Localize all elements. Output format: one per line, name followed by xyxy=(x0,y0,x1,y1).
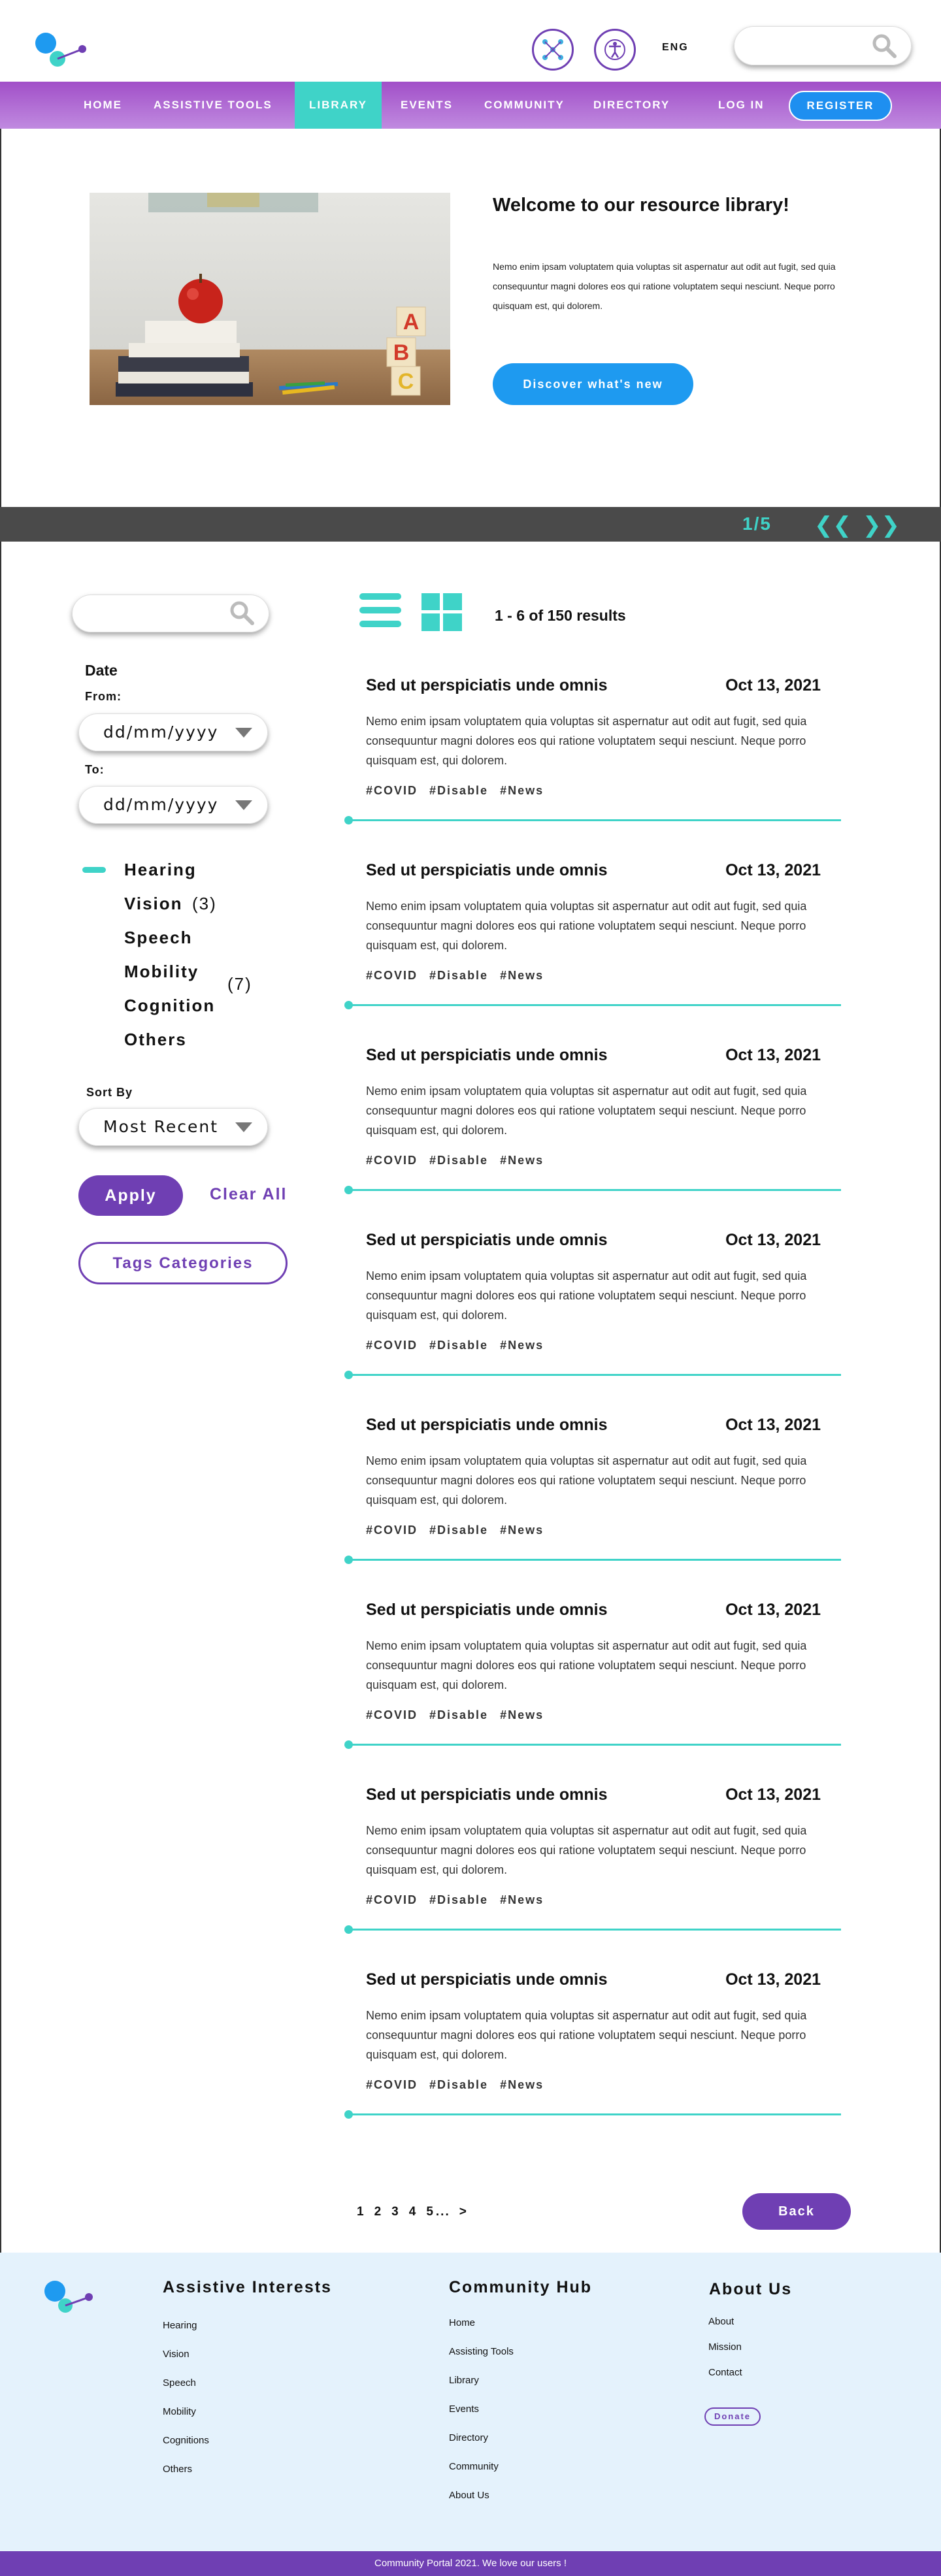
article-excerpt: Nemo enim ipsam voluptatem quia voluptas sit aspernatur aut odit aut fugit, sed quia consequuntur magni dolores eos qui ratione voluptatem sequi nesciunt. Neque porro quisquam est, qui dolorem. xyxy=(366,1084,807,1137)
date-label: Date xyxy=(85,662,118,679)
article-excerpt: Nemo enim ipsam voluptatem quia voluptas sit aspernatur aut odit aut fugit, sed quia consequuntur magni dolores eos qui ratione voluptatem sequi nesciunt. Neque porro quisquam est, qui dolorem. xyxy=(366,1639,807,1691)
next-slide-button[interactable]: ❯❯ xyxy=(863,513,900,538)
back-button[interactable]: Back xyxy=(742,2193,851,2230)
tag-link[interactable]: #News xyxy=(500,1708,544,1721)
nav-home[interactable]: HOME xyxy=(84,99,122,111)
article-title[interactable]: Sed ut perspiciatis unde omnis xyxy=(366,676,608,694)
article-tags xyxy=(366,1339,555,1352)
article-date: Oct 13, 2021 xyxy=(725,1231,821,1249)
footer-link[interactable]: Mobility xyxy=(163,2406,196,2417)
tag-link[interactable]: #Disable xyxy=(429,1154,489,1167)
nav-events[interactable]: EVENTS xyxy=(401,99,454,111)
article-tags xyxy=(366,1708,555,1722)
article-date: Oct 13, 2021 xyxy=(725,1785,821,1804)
divider xyxy=(348,819,841,821)
slide-counter: 1/5 xyxy=(742,514,772,534)
article-tags xyxy=(366,784,555,798)
article-title[interactable]: Sed ut perspiciatis unde omnis xyxy=(366,861,608,879)
article-date: Oct 13, 2021 xyxy=(725,676,821,694)
slider-bar xyxy=(0,507,941,542)
article-tags xyxy=(366,1524,555,1537)
to-date-value: dd/mm/yyyy xyxy=(103,795,219,814)
divider xyxy=(348,1929,841,1931)
main-nav xyxy=(0,82,941,129)
footer-link[interactable]: Home xyxy=(449,2317,476,2328)
hero-text: Nemo enim ipsam voluptatem quia voluptas sit aspernatur aut odit aut fugit, sed quia consequuntur magni dolores eos qui ratione voluptatem sequi nesciunt. Neque porro quisquam est, qui dolorem. xyxy=(493,261,836,311)
tag-link[interactable]: #Disable xyxy=(429,784,489,797)
divider-dot xyxy=(344,1001,353,1009)
from-date-input[interactable] xyxy=(78,713,268,751)
divider-dot xyxy=(344,1740,353,1749)
sort-label: Sort By xyxy=(86,1086,133,1099)
footer-link[interactable]: About Us xyxy=(449,2490,489,2501)
filter-others[interactable]: Others xyxy=(124,1030,187,1049)
filter-search-input[interactable] xyxy=(72,595,269,632)
article-card[interactable] xyxy=(346,1416,843,1601)
footer-heading-about: About Us xyxy=(709,2280,793,2298)
article-excerpt: Nemo enim ipsam voluptatem quia voluptas sit aspernatur aut odit aut fugit, sed quia consequuntur magni dolores eos qui ratione voluptatem sequi nesciunt. Neque porro quisquam est, qui dolorem. xyxy=(366,1454,807,1507)
tag-link[interactable]: #COVID xyxy=(366,1339,418,1352)
article-title[interactable]: Sed ut perspiciatis unde omnis xyxy=(366,1601,608,1619)
divider xyxy=(348,1744,841,1746)
filter-cognition-count: (7) xyxy=(227,974,252,994)
from-date-value: dd/mm/yyyy xyxy=(103,723,219,742)
article-tags xyxy=(366,969,555,983)
tag-link[interactable]: #News xyxy=(500,1524,544,1537)
footer-link[interactable]: Cognitions xyxy=(163,2435,209,2446)
footer-link[interactable]: Community xyxy=(449,2461,499,2472)
tag-link[interactable]: #Disable xyxy=(429,1893,489,1906)
results-summary: 1 - 6 of 150 results xyxy=(495,607,626,624)
chevron-down-icon xyxy=(235,1122,252,1132)
article-card[interactable] xyxy=(346,1046,843,1231)
search-input[interactable] xyxy=(734,26,912,65)
divider-dot xyxy=(344,1556,353,1564)
tag-link[interactable]: #News xyxy=(500,1893,544,1906)
logo[interactable] xyxy=(34,31,90,71)
tag-link[interactable]: #News xyxy=(500,2078,544,2091)
footer-link[interactable]: Hearing xyxy=(163,2320,197,2331)
article-date: Oct 13, 2021 xyxy=(725,1601,821,1619)
article-title[interactable]: Sed ut perspiciatis unde omnis xyxy=(366,1785,608,1804)
sort-select[interactable] xyxy=(78,1108,268,1146)
apply-button[interactable]: Apply xyxy=(78,1175,183,1216)
search-icon[interactable] xyxy=(871,33,897,59)
divider xyxy=(348,2113,841,2115)
tag-link[interactable]: #Disable xyxy=(429,1339,489,1352)
page-link-1[interactable]: 1 xyxy=(357,2205,365,2219)
tag-link[interactable]: #COVID xyxy=(366,784,418,797)
article-excerpt: Nemo enim ipsam voluptatem quia voluptas sit aspernatur aut odit aut fugit, sed quia consequuntur magni dolores eos qui ratione voluptatem sequi nesciunt. Neque porro quisquam est, qui dolorem. xyxy=(366,1824,807,1876)
chevron-down-icon xyxy=(235,800,252,810)
divider xyxy=(348,1559,841,1561)
hero-image xyxy=(90,193,450,405)
article-title[interactable]: Sed ut perspiciatis unde omnis xyxy=(366,1970,608,1989)
footer-logo[interactable] xyxy=(43,2279,95,2319)
article-card[interactable] xyxy=(346,1970,843,2155)
tag-link[interactable]: #News xyxy=(500,1154,544,1167)
divider-dot xyxy=(344,816,353,824)
chevron-down-icon xyxy=(235,728,252,738)
article-date: Oct 13, 2021 xyxy=(725,1416,821,1434)
page-link-3[interactable]: 3 xyxy=(391,2205,400,2219)
list-view-icon[interactable] xyxy=(359,593,401,627)
pagination xyxy=(357,2205,477,2219)
language-selector[interactable]: ENG xyxy=(662,42,689,53)
footer-link[interactable]: Mission xyxy=(708,2341,742,2353)
footer-link[interactable]: Assisting Tools xyxy=(449,2346,514,2357)
article-card[interactable] xyxy=(346,1785,843,1970)
tag-link[interactable]: #COVID xyxy=(366,1708,418,1721)
block-letter-c: C xyxy=(397,369,414,394)
network-icon[interactable] xyxy=(532,29,574,71)
tag-link[interactable]: #COVID xyxy=(366,2078,418,2091)
nav-assistive-tools[interactable]: ASSISTIVE TOOLS xyxy=(154,99,272,111)
tag-link[interactable]: #News xyxy=(500,969,544,982)
tag-link[interactable]: #Disable xyxy=(429,969,489,982)
search-icon[interactable] xyxy=(229,600,255,626)
footer xyxy=(0,2253,941,2551)
top-header xyxy=(0,0,941,82)
page-link-4[interactable]: 4 xyxy=(408,2205,418,2219)
article-tags xyxy=(366,2078,555,2092)
footer-link[interactable]: Contact xyxy=(708,2367,742,2378)
tags-categories-button[interactable]: Tags Categories xyxy=(78,1242,288,1284)
divider-dot xyxy=(344,1925,353,1934)
login-link[interactable]: LOG IN xyxy=(718,99,765,111)
clear-all-button[interactable]: Clear All xyxy=(210,1185,288,1203)
page-link-2[interactable]: 2 xyxy=(374,2205,383,2219)
from-label: From: xyxy=(85,690,122,703)
block-letter-a: A xyxy=(403,310,420,334)
page-link-5[interactable]: 5 xyxy=(426,2205,435,2219)
next-page-button[interactable]: > xyxy=(459,2205,468,2219)
footer-link[interactable]: Vision xyxy=(163,2349,190,2360)
filter-speech[interactable]: Speech xyxy=(124,928,193,947)
hero-title: Welcome to our resource library! xyxy=(493,195,789,216)
filter-hearing[interactable]: Hearing xyxy=(124,860,197,879)
article-card[interactable] xyxy=(346,861,843,1046)
discover-button[interactable]: Discover what's new xyxy=(493,363,693,405)
tag-link[interactable]: #COVID xyxy=(366,1524,418,1537)
tag-link[interactable]: #COVID xyxy=(366,1154,418,1167)
filter-vision-count: (3) xyxy=(192,894,217,913)
article-card[interactable] xyxy=(346,676,843,861)
block-letter-b: B xyxy=(393,340,410,365)
article-title[interactable]: Sed ut perspiciatis unde omnis xyxy=(366,1416,608,1434)
divider-dot xyxy=(344,1371,353,1379)
divider xyxy=(348,1189,841,1191)
article-excerpt: Nemo enim ipsam voluptatem quia voluptas sit aspernatur aut odit aut fugit, sed quia consequuntur magni dolores eos qui ratione voluptatem sequi nesciunt. Neque porro quisquam est, qui dolorem. xyxy=(366,900,807,952)
to-label: To: xyxy=(85,763,105,776)
divider-dot xyxy=(344,2110,353,2119)
active-filter-indicator xyxy=(82,867,106,873)
article-tags xyxy=(366,1893,555,1907)
accessibility-icon[interactable] xyxy=(594,29,636,71)
article-date: Oct 13, 2021 xyxy=(725,861,821,879)
register-button[interactable]: REGISTER xyxy=(789,91,892,121)
article-card[interactable] xyxy=(346,1231,843,1416)
nav-library[interactable]: LIBRARY xyxy=(295,82,382,129)
article-date: Oct 13, 2021 xyxy=(725,1970,821,1989)
article-tags xyxy=(366,1154,555,1167)
tag-link[interactable]: #COVID xyxy=(366,1893,418,1906)
article-title[interactable]: Sed ut perspiciatis unde omnis xyxy=(366,1231,608,1249)
tag-link[interactable]: #Disable xyxy=(429,2078,489,2091)
tag-link[interactable]: #Disable xyxy=(429,1708,489,1721)
article-title[interactable]: Sed ut perspiciatis unde omnis xyxy=(366,1046,608,1064)
page-ellipsis: ... xyxy=(435,2205,450,2219)
divider-dot xyxy=(344,1186,353,1194)
footer-heading-community: Community Hub xyxy=(449,2278,593,2296)
tag-link[interactable]: #News xyxy=(500,1339,544,1352)
filter-mobility[interactable]: Mobility xyxy=(124,962,199,981)
footer-link[interactable]: Events xyxy=(449,2404,479,2415)
article-excerpt: Nemo enim ipsam voluptatem quia voluptas sit aspernatur aut odit aut fugit, sed quia consequuntur magni dolores eos qui ratione voluptatem sequi nesciunt. Neque porro quisquam est, qui dolorem. xyxy=(366,2009,807,2061)
divider xyxy=(348,1004,841,1006)
article-card[interactable] xyxy=(346,1601,843,1785)
article-date: Oct 13, 2021 xyxy=(725,1046,821,1064)
to-date-input[interactable] xyxy=(78,786,268,824)
article-excerpt: Nemo enim ipsam voluptatem quia voluptas sit aspernatur aut odit aut fugit, sed quia consequuntur magni dolores eos qui ratione voluptatem sequi nesciunt. Neque porro quisquam est, qui dolorem. xyxy=(366,715,807,767)
tag-link[interactable]: #COVID xyxy=(366,969,418,982)
copyright: Community Portal 2021. We love our users ! xyxy=(0,2551,941,2576)
footer-link[interactable]: Library xyxy=(449,2375,479,2386)
tag-link[interactable]: #News xyxy=(500,784,544,797)
nav-community[interactable]: COMMUNITY xyxy=(484,99,565,111)
footer-link[interactable]: Directory xyxy=(449,2432,489,2443)
footer-link[interactable]: Others xyxy=(163,2464,193,2475)
nav-directory[interactable]: DIRECTORY xyxy=(593,99,670,111)
footer-link[interactable]: Speech xyxy=(163,2377,196,2389)
divider xyxy=(348,1374,841,1376)
footer-link[interactable]: About xyxy=(708,2316,735,2327)
sort-value: Most Recent xyxy=(103,1117,219,1136)
tag-link[interactable]: #Disable xyxy=(429,1524,489,1537)
filter-cognition[interactable]: Cognition xyxy=(124,996,216,1015)
footer-heading-interests: Assistive Interests xyxy=(163,2278,332,2296)
prev-slide-button[interactable]: ❮❮ xyxy=(814,513,851,538)
grid-view-icon[interactable] xyxy=(421,593,462,631)
filter-vision[interactable]: Vision xyxy=(124,894,183,913)
donate-button[interactable]: Donate xyxy=(704,2407,761,2426)
article-excerpt: Nemo enim ipsam voluptatem quia voluptas sit aspernatur aut odit aut fugit, sed quia consequuntur magni dolores eos qui ratione voluptatem sequi nesciunt. Neque porro quisquam est, qui dolorem. xyxy=(366,1269,807,1322)
